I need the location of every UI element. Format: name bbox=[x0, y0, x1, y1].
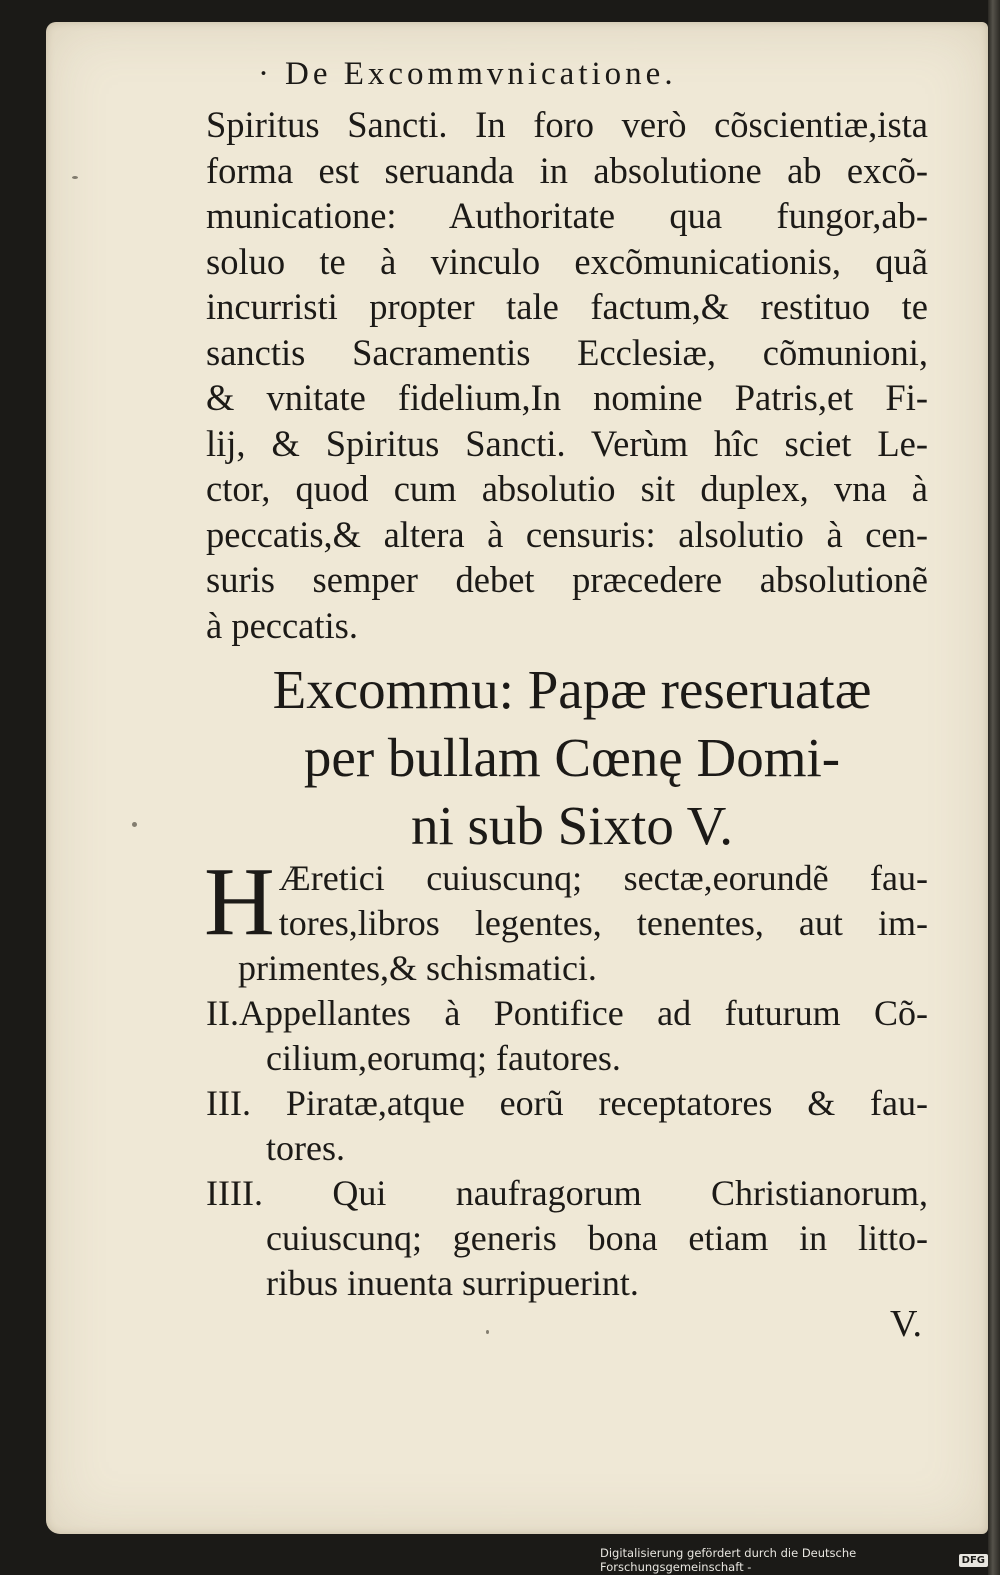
ink-speck bbox=[486, 1330, 489, 1334]
body-line: sanctis Sacramentis Ecclesiæ, cõmunioni, bbox=[206, 331, 928, 373]
list-item-line bbox=[206, 1171, 928, 1216]
list-item-line: tores,libros legentes, tenentes, aut im- bbox=[278, 903, 928, 943]
heading-line: ni sub Sixto V. bbox=[411, 795, 733, 856]
heading-line: per bullam Cœnę Domi- bbox=[303, 727, 841, 788]
running-head bbox=[258, 52, 888, 96]
drop-cap: H bbox=[204, 848, 275, 956]
running-head-title: De Excommvnicatione. bbox=[285, 56, 677, 92]
body-paragraph bbox=[206, 102, 928, 648]
list-item-line bbox=[206, 1081, 928, 1126]
item-text: Appellantes à Pontifice ad futurum Cõ- bbox=[238, 993, 928, 1033]
running-head-dot: · bbox=[258, 56, 273, 92]
excommunication-list bbox=[204, 848, 928, 1306]
list-item bbox=[204, 848, 928, 991]
item-numeral: II. bbox=[206, 993, 239, 1033]
body-line: ctor, quod cum absolutio sit duplex, vna à bbox=[206, 468, 928, 509]
credit-text: Digitalisierung gefördert durch die Deutsche Forschungsgemeinschaft - bbox=[600, 1546, 857, 1574]
list-item bbox=[206, 1081, 928, 1171]
body-line: peccatis,& altera à censuris: alsolutio à cen- bbox=[206, 513, 928, 555]
ink-speck bbox=[72, 176, 78, 179]
body-line: suris semper debet præcedere absolutionẽ bbox=[206, 559, 928, 600]
catchword: V. bbox=[890, 1303, 923, 1345]
item-numeral: IIII. bbox=[206, 1173, 263, 1213]
list-item-line: ribus inuenta surripuerint. bbox=[266, 1263, 639, 1303]
item-text: Piratæ,atque eorũ receptatores & fau- bbox=[285, 1083, 928, 1123]
body-line: forma est seruanda in absolutione ab excõ- bbox=[206, 149, 928, 191]
item-text: Qui naufragorum Christianorum, bbox=[332, 1173, 928, 1213]
list-item-line: Æretici cuiuscunq; sectæ,eorundẽ fau- bbox=[278, 858, 928, 898]
ink-speck bbox=[132, 822, 137, 827]
list-item-line: cuiuscunq; generis bona etiam in litto- bbox=[266, 1218, 928, 1258]
item-numeral: III. bbox=[206, 1083, 251, 1123]
digitization-credit bbox=[600, 1546, 988, 1574]
body-line: & vnitate fidelium,In nomine Patris,et Fi- bbox=[206, 377, 928, 418]
heading-line: Excommu: Papæ reseruatæ bbox=[272, 659, 872, 720]
list-item bbox=[206, 991, 928, 1081]
body-line: lij, & Spiritus Sancti. Verùm hîc sciet Le- bbox=[206, 422, 928, 464]
list-item-line bbox=[206, 991, 928, 1036]
body-line: Spiritus Sancti. In foro verò cõscientiæ,ista bbox=[206, 104, 928, 145]
list-item bbox=[206, 1171, 928, 1306]
book-fore-edge bbox=[988, 0, 1000, 1575]
body-line: soluo te à vinculo excõmunicationis, quã bbox=[206, 240, 928, 282]
body-line: incurristi propter tale factum,& restituo te bbox=[206, 286, 928, 327]
section-heading bbox=[206, 656, 938, 860]
list-item-line: primentes,& schismatici. bbox=[238, 948, 597, 988]
list-item-line: tores. bbox=[266, 1128, 345, 1168]
body-line: municatione: Authoritate qua fungor,ab- bbox=[206, 195, 928, 236]
dfg-logo: DFG bbox=[959, 1554, 988, 1567]
list-item-line: cilium,eorumq; fautores. bbox=[266, 1038, 621, 1078]
body-line: à peccatis. bbox=[206, 604, 358, 646]
